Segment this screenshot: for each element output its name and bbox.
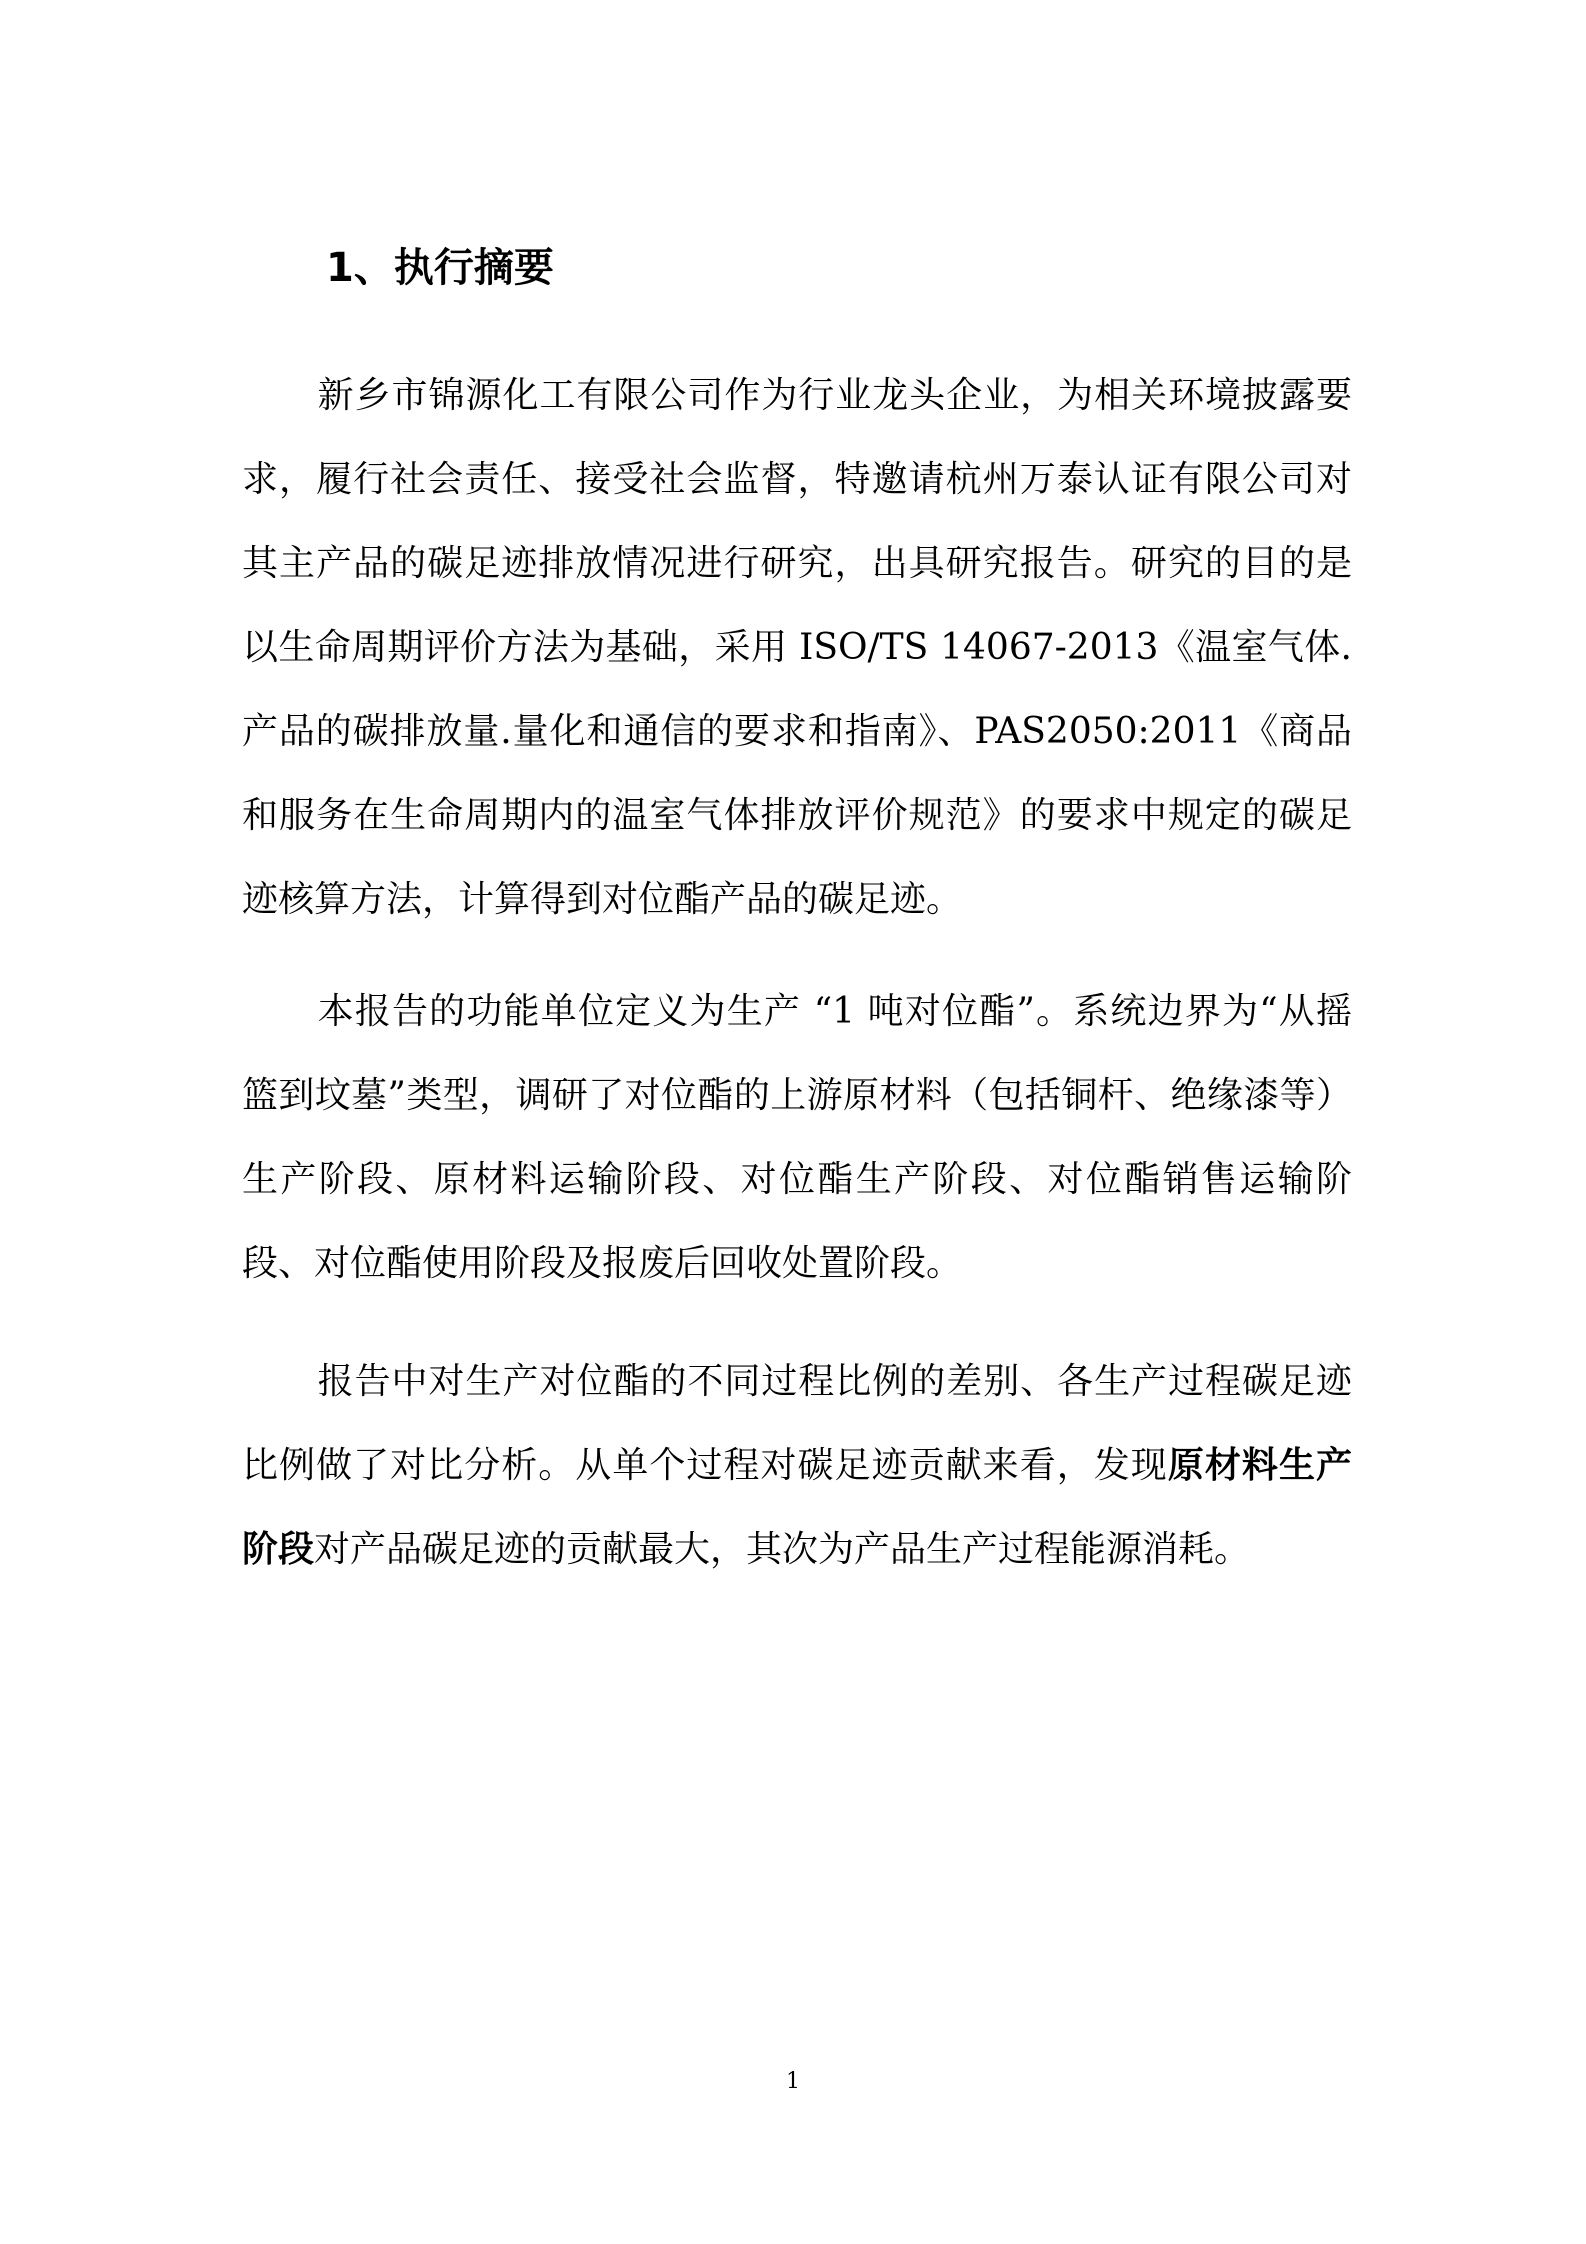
page-number: 1 — [786, 2069, 800, 2094]
section-heading: 1、执行摘要 — [326, 245, 554, 291]
analysis-text-lead: 报告中对生产对位酯的不同过程比例的差别、各生产过程碳足迹比例做了对比分析。从单个过程对碳足迹贡献来看，发现 — [242, 1361, 1352, 1486]
analysis-highlight: 原材料生产阶段 — [242, 1445, 1352, 1570]
paragraph-executive-summary: 新乡市锦源化工有限公司作为行业龙头企业，为相关环境披露要求，履行社会责任、接受社会监督，特邀请杭州万泰认证有限公司对其主产品的碳足迹排放情况进行研究，出具研究报告。研究的目的是以生命周期评价方法为基础，采用 ISO/TS 14067-2013《温室气体.产品的碳排放量.量化和通信的要求和指南》、PAS2050:2011《商品和服务在生命周期内的温室气体排放评价规范》的要求中规定的碳足迹核算方法，计算得到对位酯产品的碳足迹。 — [242, 375, 1352, 920]
analysis-text-tail: 对产品碳足迹的贡献最大，其次为产品生产过程能源消耗。 — [314, 1529, 1251, 1570]
paragraph-analysis — [242, 1340, 1352, 1592]
paragraph-functional-unit: 本报告的功能单位定义为生产 “1 吨对位酯”。系统边界为“从摇篮到坟墓”类型，调研了对位酯的上游原材料（包括铜杆、绝缘漆等）生产阶段、原材料运输阶段、对位酯生产阶段、对位酯销售运输阶段、对位酯使用阶段及报废后回收处置阶段。 — [242, 991, 1352, 1284]
